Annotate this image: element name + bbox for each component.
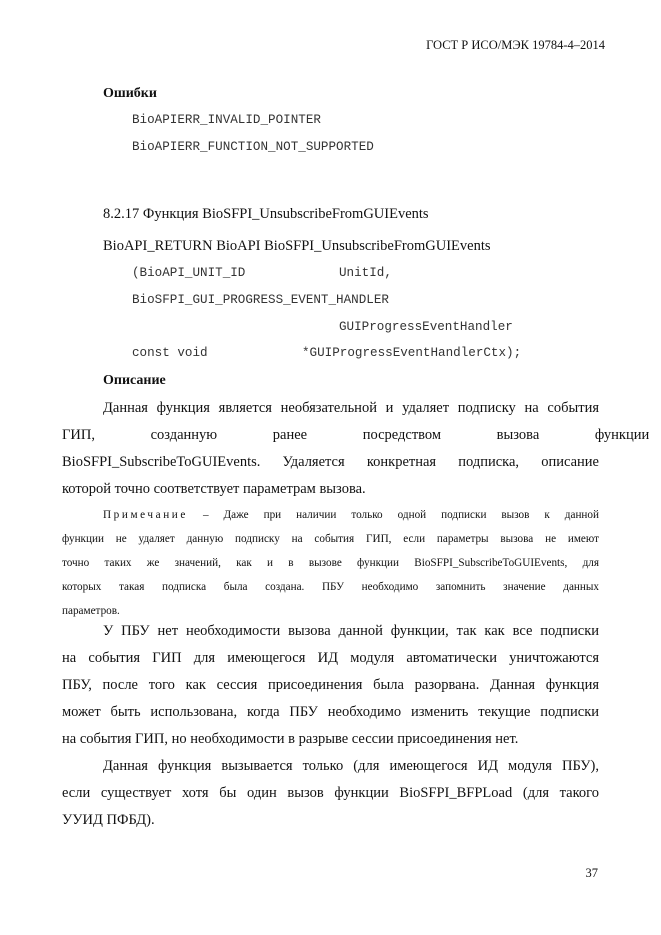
note-line: параметров. [62, 605, 120, 617]
paragraph-line: ПБУ, после того как сессия присоединения была разорвана. Данная функция [62, 677, 599, 693]
section-title: 8.2.17 Функция BioSFPI_UnsubscribeFromGUIEvents [103, 206, 429, 222]
paragraph-line: Данная функция является необязательной и удаляет подписку на события [103, 400, 599, 416]
paragraph-line: ГИП, созданную ранее посредством вызова функции [62, 427, 650, 443]
paragraph-line: УУИД ПФБД). [62, 812, 155, 828]
note-line: функции не удаляет данную подписку на события ГИП, если параметры вызова не имеют [62, 533, 599, 545]
paragraph-line: BioSFPI_SubscribeToGUIEvents. Удаляется конкретная подписка, описание [62, 454, 599, 470]
page-number: 37 [585, 866, 598, 880]
note-text: – Даже при наличии только одной подписки вызов к данной [202, 509, 599, 521]
param-type: const void [132, 346, 208, 360]
param-type: BioSFPI_GUI_PROGRESS_EVENT_HANDLER [132, 293, 389, 307]
description-heading: Описание [103, 373, 166, 388]
param-name: GUIProgressEventHandler [339, 320, 513, 334]
paragraph-line: если существует хотя бы один вызов функции BioSFPI_BFPLoad (для такого [62, 785, 599, 801]
paragraph-line: У ПБУ нет необходимости вызова данной функции, так как все подписки [103, 623, 599, 639]
paragraph-line: на события ГИП для имеющегося ИД модуля автоматически уничтожаются [62, 650, 599, 666]
note-line: которых такая подписка была создана. ПБУ необходимо запомнить значение данных [62, 581, 599, 593]
errors-heading: Ошибки [103, 86, 157, 101]
paragraph-line: которой точно соответствует параметрам вызова. [62, 481, 366, 497]
paragraph-line: может быть использована, когда ПБУ необходимо изменить текущие подписки [62, 704, 599, 720]
param-name: UnitId, [339, 266, 392, 280]
paragraph-line: Данная функция вызывается только (для имеющегося ИД модуля ПБУ), [103, 758, 599, 774]
param-name: *GUIProgressEventHandlerCtx); [302, 346, 522, 360]
document-code-header: ГОСТ Р ИСО/МЭК 19784-4–2014 [426, 38, 605, 52]
note-line: точно таких же значений, как и в вызове функции BioSFPI_SubscribeToGUIEvents, для [62, 557, 599, 569]
note-label: Примечание [103, 509, 188, 521]
error-code: BioAPIERR_INVALID_POINTER [132, 113, 321, 127]
function-signature-line: BioAPI_RETURN BioAPI BioSFPI_UnsubscribeFromGUIEvents [103, 238, 491, 254]
paragraph-line: на события ГИП, но необходимости в разрыве сессии присоединения нет. [62, 731, 519, 747]
param-type: (BioAPI_UNIT_ID [132, 266, 246, 280]
error-code: BioAPIERR_FUNCTION_NOT_SUPPORTED [132, 140, 374, 154]
note-line [103, 509, 599, 521]
